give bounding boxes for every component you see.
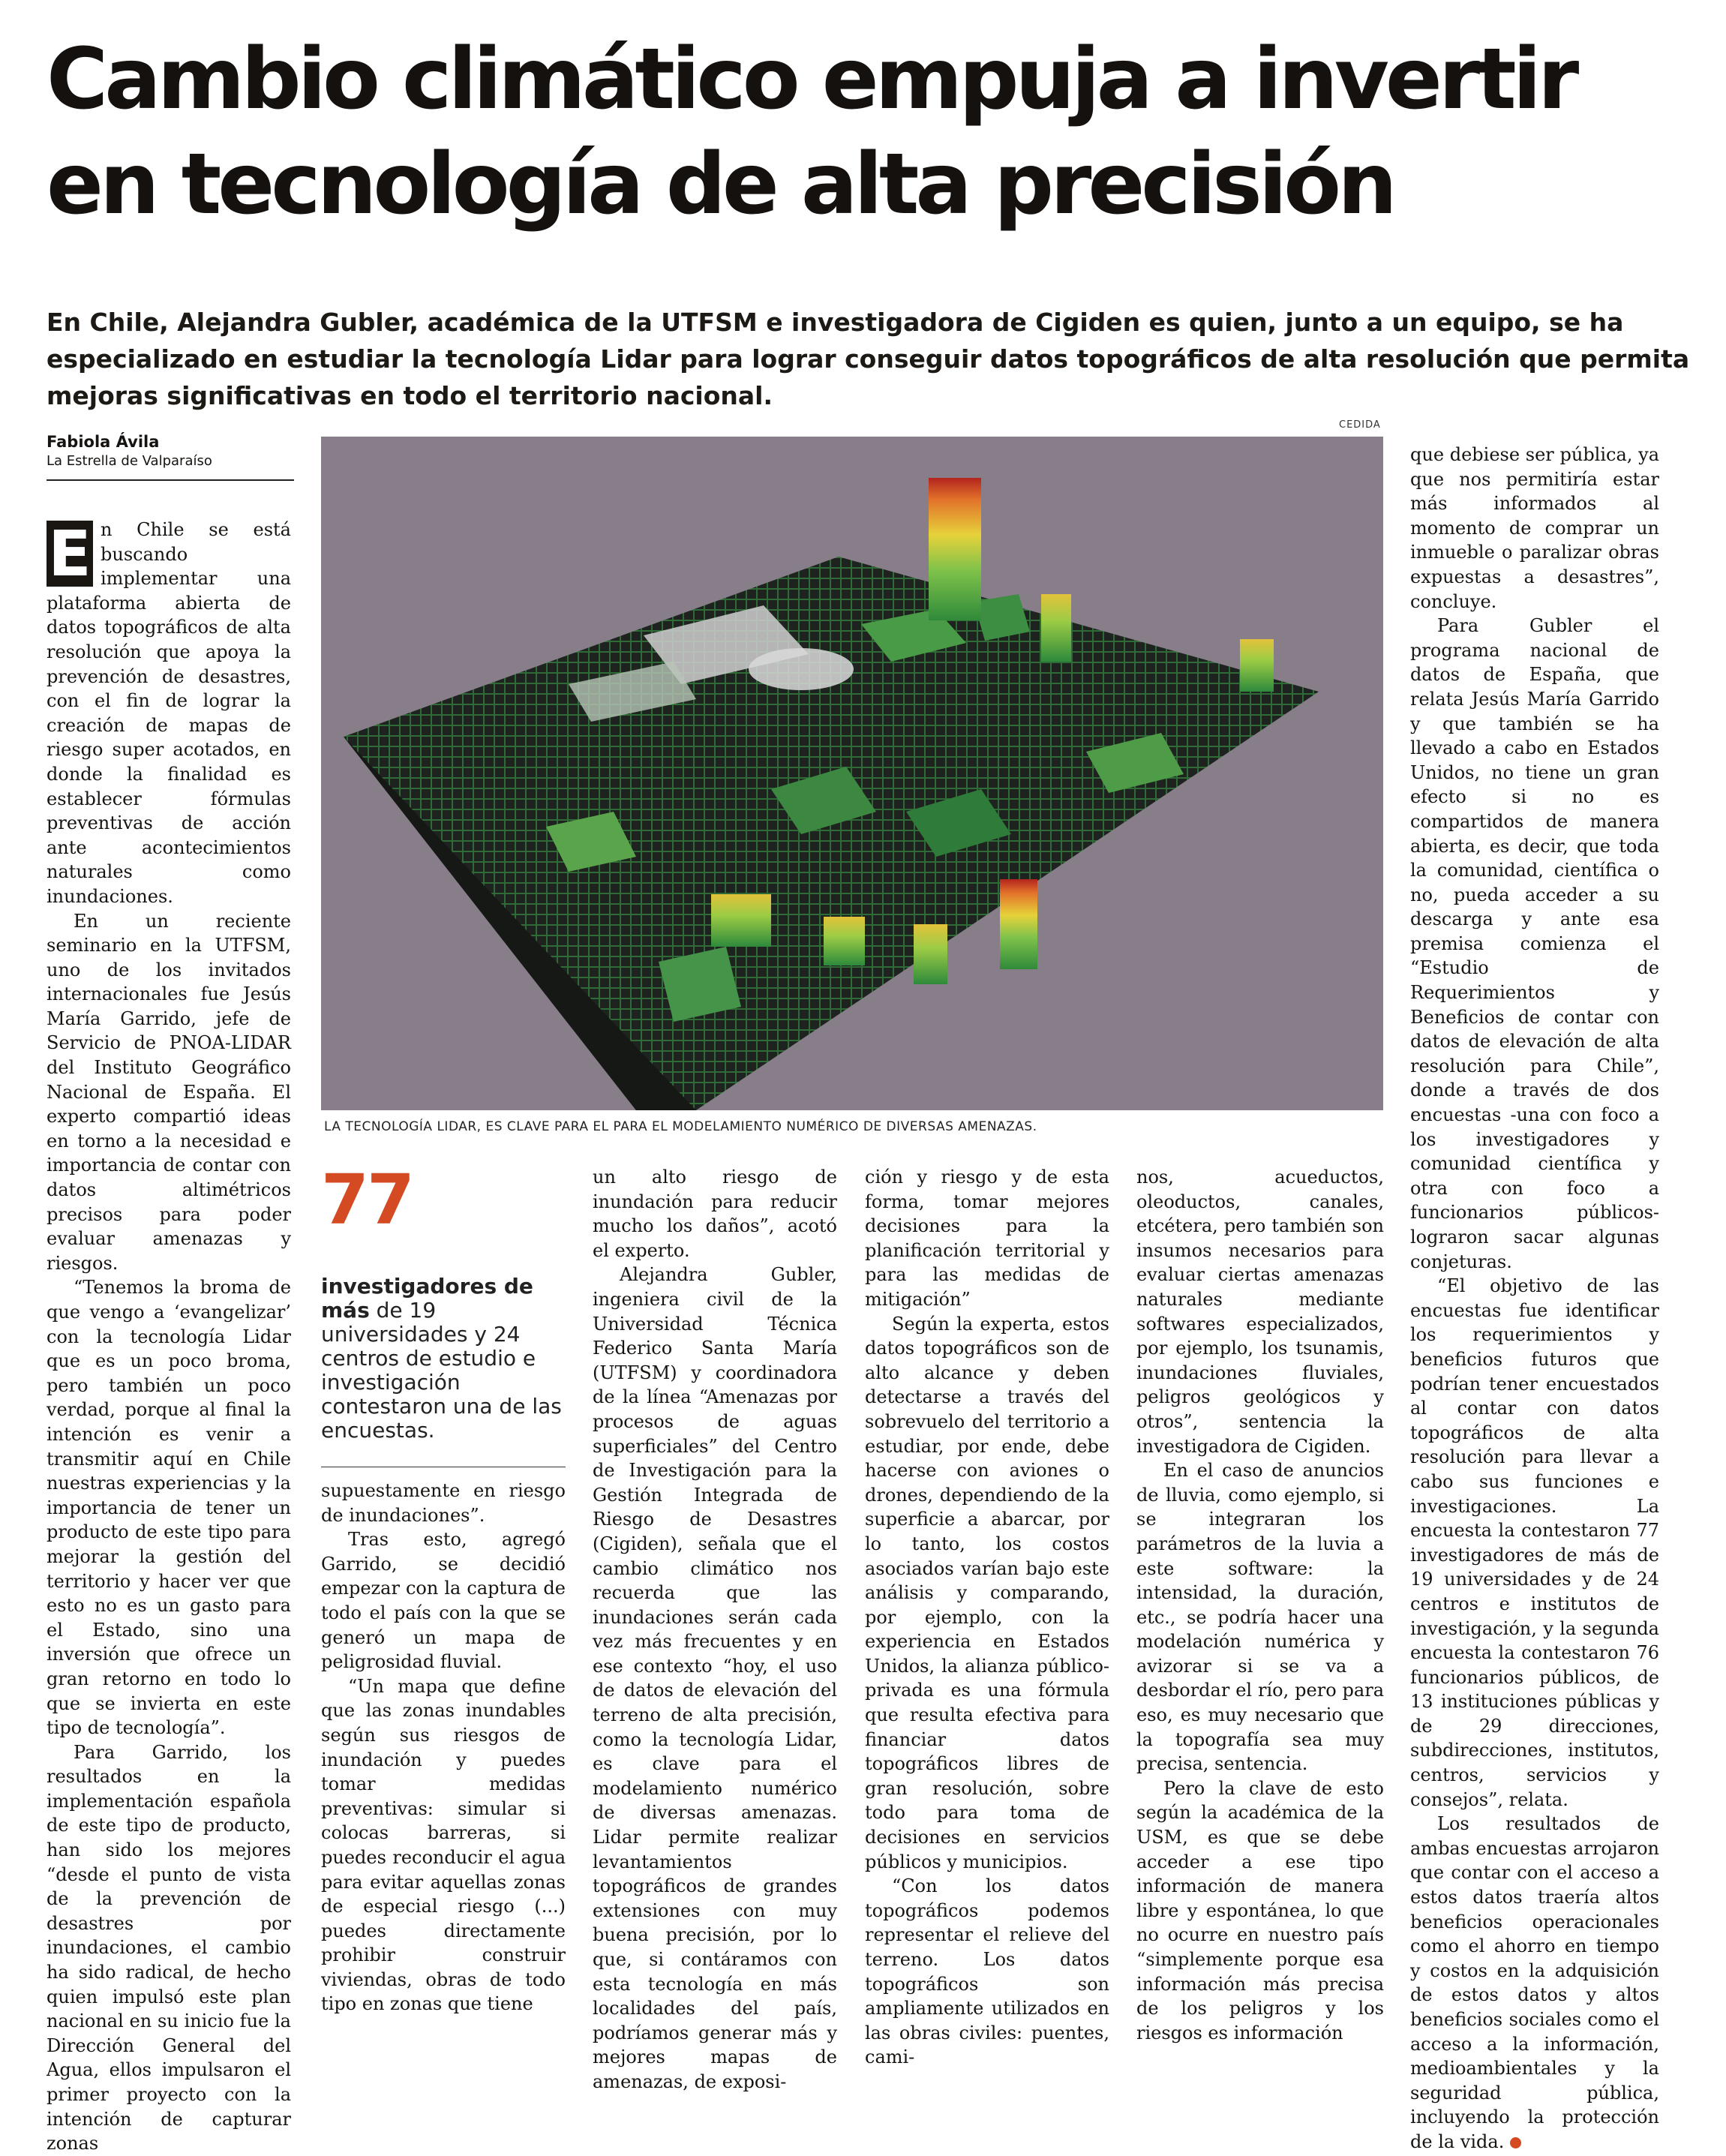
paragraph: nos, acueductos, oleoductos, canales, etcétera, pero también son insumos necesarios para evaluar ciertas amenazas naturales mediante softwares especializados, por ejemplo, los tsunamis, inundaciones fluviales, peligros geológicos y otros”, sentencia la investigadora de Cigiden. bbox=[1136, 1167, 1384, 1457]
byline-publication: La Estrella de Valparaíso bbox=[47, 453, 212, 469]
paragraph: ción y riesgo y de esta forma, tomar mejores decisiones para la planificación territorial y para las medidas de mitigación” bbox=[865, 1167, 1109, 1310]
paragraph-text: Los resultados de ambas encuestas arrojaron que contar con el acceso a estos datos traería altos beneficios operacionales como el ahorro en tiempo y costos en la adquisición de estos datos y altos beneficios sociales como el acceso a la información, medioambientales y la seguridad pública, incluyendo la protección de la vida. bbox=[1410, 1813, 1659, 2152]
byline-author: Fabiola Ávila bbox=[47, 433, 160, 451]
paragraph: “Con los datos topográficos podemos representar el relieve del terreno. Los datos topográficos son ampliamente utilizados en las obras civiles: puentes, cami- bbox=[865, 1875, 1109, 2068]
paragraph: Para Gubler el programa nacional de datos de España, que relata Jesús María Garrido y que también se ha llevado a cabo en Estados Unidos, no tiene un gran efecto si no es compartidos de manera abierta, es decir, que toda la comunidad, científica o no, pueda acceder a su descarga y ante esa premisa comienza el “Estudio de Requerimientos y Beneficios de contar con datos de elevación de alta resolución para Chile”, donde a través de dos encuestas -una con foco a los investigadores y comunidad científica y otra con foco a funcionarios públicos- lograron sacar algunas conjeturas. bbox=[1410, 615, 1659, 1272]
lidar-point-cloud-image bbox=[321, 437, 1383, 1110]
body-column-5 bbox=[1136, 1165, 1384, 2045]
photo-caption: LA TECNOLOGÍA LIDAR, ES CLAVE PARA EL PARA EL MODELAMIENTO NUMÉRICO DE DIVERSAS AMENAZAS. bbox=[324, 1119, 1037, 1134]
stat-number: 77 bbox=[321, 1160, 413, 1240]
paragraph: “Un mapa que define que las zonas inundables según sus riesgos de inundación y puedes tomar medidas preventivas: simular si colocas barreras, si puedes reconducir el agua para evitar aquellas zonas de especial riesgo (...) puedes directamente prohibir construir viviendas, obras de todo tipo en zonas que tiene bbox=[321, 1675, 566, 2015]
body-column-3 bbox=[593, 1165, 837, 2094]
paragraph: que debiese ser pública, ya que nos permitiría estar más informados al momento de comprar un inmueble o paralizar obras expuestas a desastres”, concluye. bbox=[1410, 444, 1659, 612]
lead-paragraph bbox=[47, 518, 291, 909]
paragraph: Según la experta, estos datos topográficos son de alto alcance y deben detectarse a través del sobrevuelo del territorio a estudiar, por ende, debe hacerse con aviones o drones, dependiendo de la superficie a abarcar, por lo tanto, los costos asociados varían bajo este análisis y comparando, por ejemplo, con la experiencia en Estados Unidos, la alianza público-privada es una fórmula que resulta efectiva para financiar datos topográficos libres de gran resolución, sobre todo para toma de decisiones en servicios públicos y municipios. bbox=[865, 1313, 1109, 1872]
deck-line-1: En Chile, Alejandra Gubler, académica de la UTFSM e investigadora de Cigiden es quien, junto a un equipo, se ha bbox=[47, 308, 1624, 337]
paragraph: “El objetivo de las encuestas fue identificar los requerimientos y beneficios futuros que podrían tener encuestados al contar con datos topográficos de alta resolución para llevar a cabo sus funciones e investigaciones. La encuesta la contestaron 77 investigadores de más de 19 universidades y de 24 centros e institutos de investigación, y la segunda encuesta la contestaron 76 funcionarios públicos, de 13 instituciones públicas y de 29 direcciones, subdirecciones, institutos, centros, servicios y consejos”, relata. bbox=[1410, 1275, 1659, 1810]
paragraph: un alto riesgo de inundación para reducir mucho los daños”, acotó el experto. bbox=[593, 1167, 837, 1261]
deck-line-3: mejoras significativas en todo el territorio nacional. bbox=[47, 381, 773, 410]
paragraph: Pero la clave de esto según la académica de la USM, es que se debe acceder a ese tipo información de manera libre y espontánea, lo que no ocurre en nuestro país “simplemente porque esa información más precisa de los peligros y los riesgos es información bbox=[1136, 1777, 1384, 2043]
headline bbox=[47, 27, 1682, 237]
photo-credit: CEDIDA bbox=[1339, 419, 1381, 431]
body-column-6 bbox=[1410, 443, 1659, 2154]
paragraph: Para Garrido, los resultados en la implementación española de este tipo de producto, han sido los mejores “desde el punto de vista de la prevención de desastres por inundaciones, el cambio ha sido radical, de hecho quien impulsó este plan nacional en su inicio fue la Dirección General del Agua, ellos impulsaron el primer proyecto con la intención de capturar zonas bbox=[47, 1741, 291, 2154]
stat-bold-text: investigadores de más bbox=[321, 1274, 533, 1323]
byline bbox=[47, 431, 294, 481]
paragraph: Tras esto, agregó Garrido, se decidió empezar con la captura de todo el país con la que se generó un mapa de peligrosidad fluvial. bbox=[321, 1529, 566, 1673]
paragraph: En el caso de anuncios de lluvia, como ejemplo, si se integraran los parámetros de la luvia a este software: la intensidad, la duración, etc., se podría hacer una modelación numérica y avizorar si se va a desbordar el río, pero para eso, es muy necesario que la topografía sea muy precisa, sentencia. bbox=[1136, 1460, 1384, 1775]
headline-line-1: Cambio climático empuja a invertir bbox=[47, 31, 1576, 128]
stat-text: de 19 universidades y 24 centros de estudio e investigación contestaron una de las encuestas. bbox=[321, 1298, 562, 1443]
end-mark-icon: ✪ bbox=[1510, 2137, 1521, 2148]
body-column-2 bbox=[321, 1479, 566, 2016]
closing-paragraph bbox=[1410, 1812, 1659, 2154]
dropcap-letter: E bbox=[47, 521, 93, 587]
deck bbox=[47, 304, 1690, 414]
byline-rule bbox=[47, 479, 294, 481]
lidar-city-photo bbox=[321, 437, 1383, 1110]
stat-description bbox=[321, 1275, 566, 1443]
paragraph: “Tenemos la broma de que vengo a ‘evangelizar’ con la tecnología Lidar que es un poco broma, pero también un poco verdad, porque al final la intención es venir a transmitir aquí en Chile nuestras experiencias y la importancia de tener un producto de este tipo para mejorar la gestión del territorio y hacer ver que esto no es un gasto para el Estado, sino una inversión que ofrece un gran retorno en todo lo que se invierta en este tipo de tecnología”. bbox=[47, 1277, 291, 1739]
paragraph-text: n Chile se está buscando implementar una plataforma abierta de datos topográficos de alta resolución que apoya la prevención de desastres, con el fin de lograr la creación de mapas de riesgo super acotados, en donde la finalidad es establecer fórmulas preventivas de acción ante acontecimientos naturales como inundaciones. bbox=[47, 519, 291, 907]
paragraph: supuestamente en riesgo de inundaciones”. bbox=[321, 1480, 566, 1526]
body-column-1 bbox=[47, 518, 291, 2156]
deck-line-2: especializado en estudiar la tecnología Lidar para lograr conseguir datos topográficos de alta resolución que permita bbox=[47, 344, 1690, 374]
headline-line-2: en tecnología de alta precisión bbox=[47, 136, 1394, 233]
body-column-4 bbox=[865, 1165, 1109, 2070]
stat-callout bbox=[321, 1159, 566, 1467]
paragraph: En un reciente seminario en la UTFSM, uno de los invitados internacionales fue Jesús María Garrido, jefe de Servicio de PNOA-LIDAR del Instituto Geográfico Nacional de España. El experto compartió ideas en torno a la necesidad e importancia de contar con datos altimétricos precisos para poder evaluar amenazas y riesgos. bbox=[47, 910, 291, 1274]
paragraph: Alejandra Gubler, ingeniera civil de la Universidad Técnica Federico Santa María (UTFSM) y coordinadora de la línea “Amenazas por procesos de aguas superficiales” del Centro de Investigación para la Gestión Integrada de Riesgo de Desastres (Cigiden), señala que el cambio climático nos recuerda que las inundaciones serán cada vez más frecuentes y en ese contexto “hoy, el uso de datos de elevación del terreno de alta precisión, como la tecnología Lidar, es clave para el modelamiento numérico de diversas amenazas. Lidar permite realizar levantamientos topográficos de grandes extensiones con muy buena precisión, por lo que, si contáramos con esta tecnología en más localidades del país, podríamos generar más y mejores mapas de amenazas, de exposi- bbox=[593, 1264, 837, 2092]
